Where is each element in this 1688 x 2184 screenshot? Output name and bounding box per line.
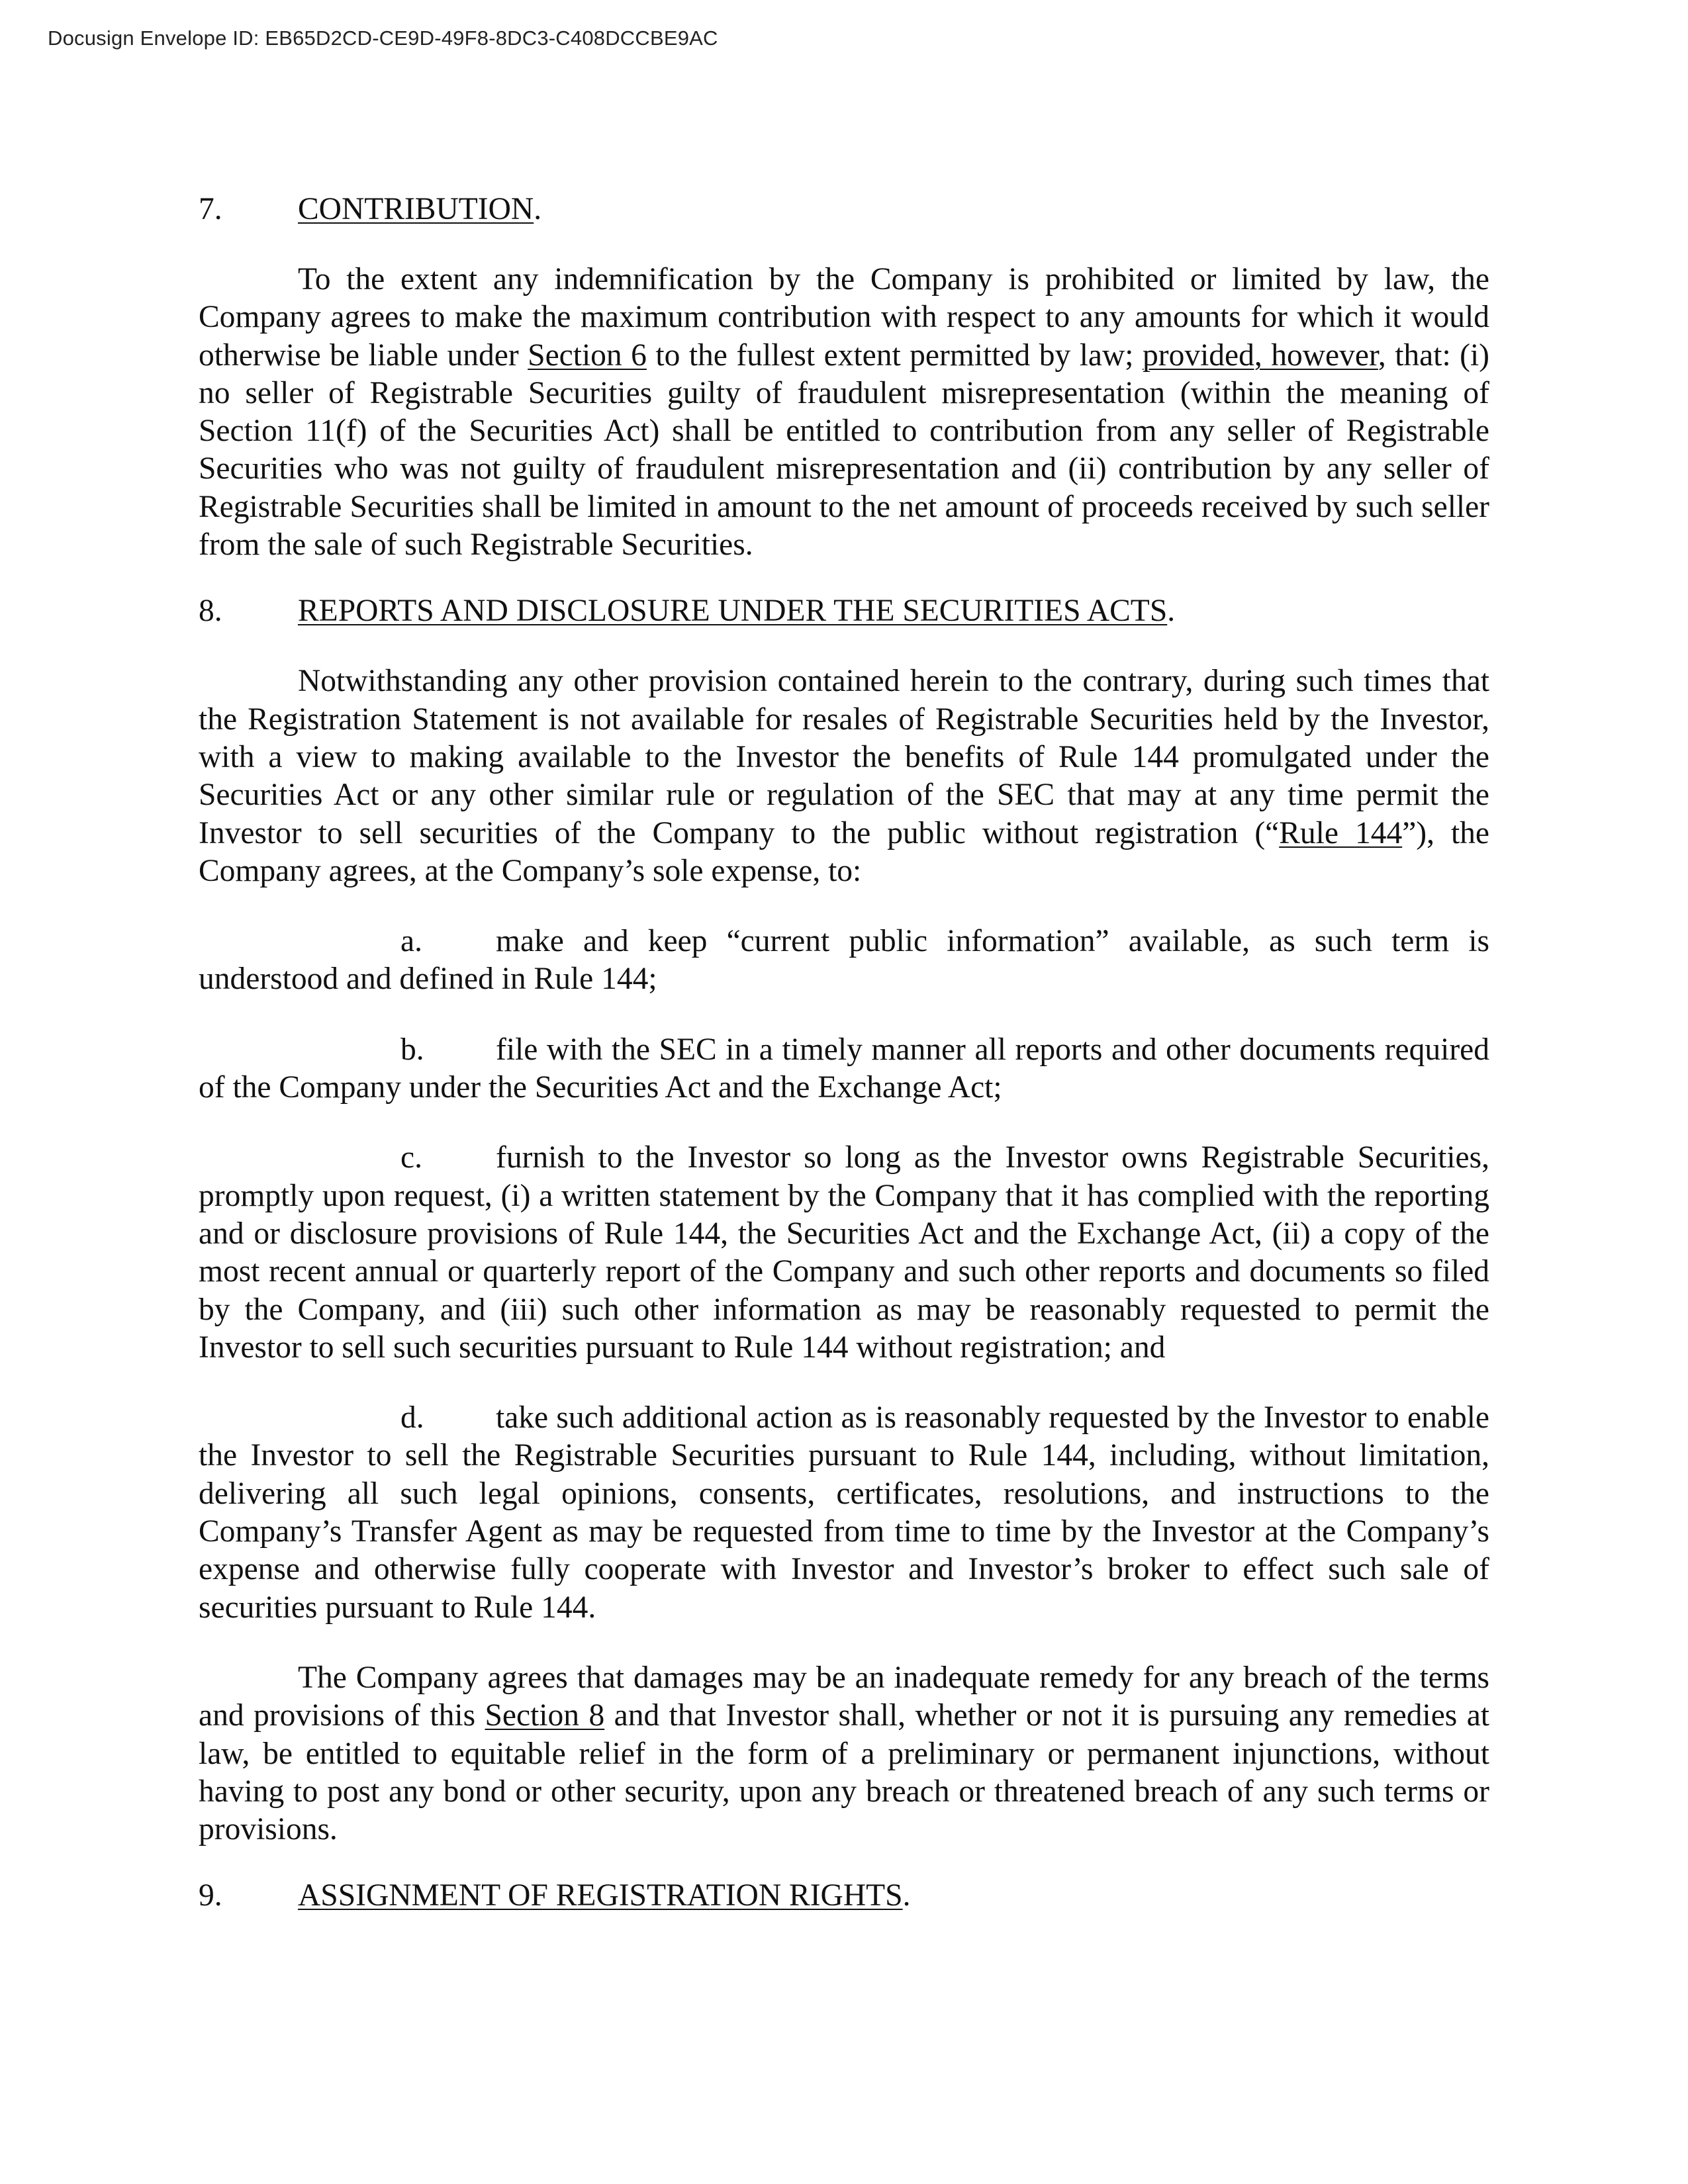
- list-item-label: d.: [400, 1400, 424, 1435]
- section-8-closing: The Company agrees that damages may be an inadequate remedy for any breach of the terms and provisions of this Section 8 and that Investor shall, whether or not it is pursuing any remedies at law, be entitled to equitable relief in the form of a preliminary or permanent injunctions, without having to post any bond or other security, upon any breach or threatened breach of any such terms or provisions.: [199, 1660, 1489, 1847]
- list-item: [199, 1031, 1489, 1107]
- section-8-heading: 8. REPORTS AND DISCLOSURE UNDER THE SECURITIES ACTS.: [199, 592, 1489, 632]
- list-item-text: take such additional action as is reasonably requested by the Investor to enable the Investor to sell the Registrable Securities pursuant to Rule 144, including, without limitation, delivering all such legal opinions, consents, certificates, resolutions, and instructions to the Company’s Transfer Agent as may be requested from time to time by the Investor at the Company’s expense and otherwise fully cooperate with Investor and Investor’s broker to effect such sale of securities pursuant to Rule 144.: [199, 1400, 1489, 1625]
- list-item-text: file with the SEC in a timely manner all reports and other documents required of the Company under the Securities Act and the Exchange Act;: [199, 1032, 1489, 1105]
- section-7-title: CONTRIBUTION: [298, 192, 534, 226]
- list-item: [199, 1399, 1489, 1627]
- section-7-heading: 7. CONTRIBUTION.: [199, 191, 1489, 230]
- section-8-title: REPORTS AND DISCLOSURE UNDER THE SECURITIES ACTS: [298, 594, 1168, 629]
- section-9-heading: 9. ASSIGNMENT OF REGISTRATION RIGHTS.: [199, 1877, 1489, 1917]
- section-9-number: 9.: [199, 1878, 222, 1913]
- document-page: [199, 191, 1489, 1917]
- list-item-label: b.: [400, 1032, 424, 1067]
- section-8-reference: Section 8: [485, 1698, 605, 1733]
- list-item-label: a.: [400, 924, 422, 959]
- list-item-label: c.: [400, 1140, 422, 1175]
- section-6-reference: Section 6: [528, 338, 647, 373]
- section-7-body: To the extent any indemnification by the Company is prohibited or limited by law, the Company agrees to make the maximum contribution with respect to any amounts for which it would otherwise be liable under Section 6 to the fullest extent permitted by law; provided, however, that: (i) no seller of Registrable Securities guilty of fraudulent misrepresentation (within the meaning of Section 11(f) of the Securities Act) shall be entitled to contribution from any seller of Registrable Securities who was not guilty of fraudulent misrepresentation and (ii) contribution by any seller of Registrable Securities shall be limited in amount to the net amount of proceeds received by such seller from the sale of such Registrable Securities.: [199, 262, 1489, 563]
- section-8-number: 8.: [199, 594, 222, 629]
- list-item-text: furnish to the Investor so long as the Investor owns Registrable Securities, promptly upon request, (i) a written statement by the Company that it has complied with the reporting and or disclosure provisions of Rule 144, the Securities Act and the Exchange Act, (ii) a copy of the most recent annual or quarterly report of the Company and such other reports and documents so filed by the Company, and (iii) such other information as may be reasonably requested to permit the Investor to sell such securities pursuant to Rule 144 without registration; and: [199, 1140, 1489, 1365]
- list-item: [199, 1139, 1489, 1367]
- section-9-title: ASSIGNMENT OF REGISTRATION RIGHTS: [298, 1878, 903, 1913]
- list-item-text: make and keep “current public information” available, as such term is understood and defined in Rule 144;: [199, 924, 1489, 997]
- docusign-envelope-id: Docusign Envelope ID: EB65D2CD-CE9D-49F8-8DC3-C408DCCBE9AC: [48, 26, 718, 50]
- provided-however: provided, however: [1143, 338, 1378, 373]
- rule-144-definition: Rule 144: [1279, 815, 1403, 850]
- section-7-number: 7.: [199, 192, 222, 226]
- list-item: [199, 923, 1489, 999]
- section-8-intro: Notwithstanding any other provision contained herein to the contrary, during such times that the Registration Statement is not available for resales of Registrable Securities held by the Investor, with a view to making available to the Investor the benefits of Rule 144 promulgated under the Securities Act or any other similar rule or regulation of the SEC that may at any time permit the Investor to sell securities of the Company to the public without registration (“Rule 144”), the Company agrees, at the Company’s sole expense, to:: [199, 664, 1490, 888]
